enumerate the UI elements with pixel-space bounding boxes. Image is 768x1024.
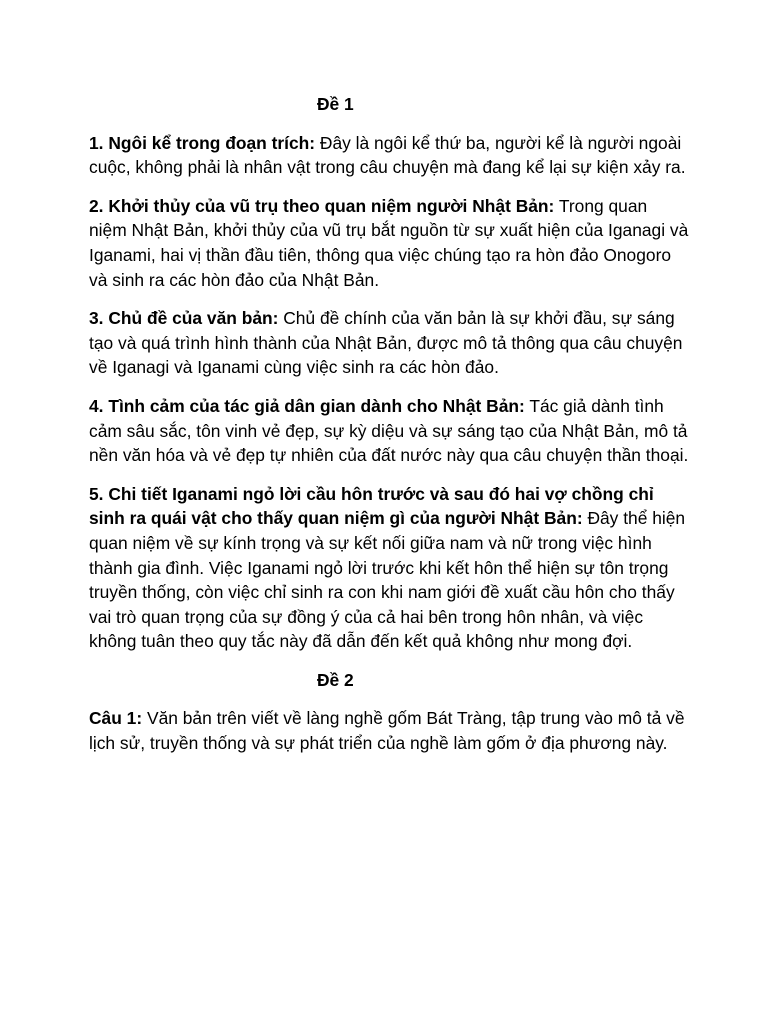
answer-label: 4. Tình cảm của tác giả dân gian dành cho Nhật Bản:: [89, 395, 525, 416]
answer-item-5: [89, 482, 689, 654]
answer-label: Câu 1:: [89, 708, 143, 729]
answer-text: Tác giả dành tình cảm sâu sắc, tôn vinh vẻ đẹp, sự kỳ diệu và sự sáng tạo của Nhật Bản, mô tả nền văn hóa và vẻ đẹp tự nhiên của đất nước này qua câu chuyện thần thoại.: [89, 395, 689, 466]
answer-item-cau-1: [89, 706, 689, 755]
answer-text: Chủ đề chính của văn bản là sự khởi đầu, sự sáng tạo và quá trình hình thành của Nhật Bản, được mô tả thông qua câu chuyện về Iganagi và Iganami cùng việc sinh ra các hòn đảo.: [89, 308, 683, 378]
answer-label: 2. Khởi thủy của vũ trụ theo quan niệm người Nhật Bản:: [89, 195, 555, 216]
answer-label: 5. Chi tiết Iganami ngỏ lời cầu hôn trước và sau đó hai vợ chồng chỉ sinh ra quái vật cho thấy quan niệm gì của người Nhật Bản:: [89, 483, 654, 529]
answer-text: Đây là ngôi kể thứ ba, người kể là người ngoài cuộc, không phải là nhân vật trong câu chuyện mà đang kể lại sự kiện xảy ra.: [89, 132, 686, 178]
answer-item-1: [89, 131, 689, 180]
section-title-de-2: Đề 2: [317, 669, 354, 690]
answer-item-4: [89, 394, 689, 468]
answer-text: Đây thể hiện quan niệm về sự kính trọng và sự kết nối giữa nam và nữ trong việc hình thành gia đình. Việc Iganami ngỏ lời trước khi kết hôn thể hiện sự tôn trọng truyền thống, còn việc chỉ sinh ra con khi nam giới đề xuất cầu hôn cho thấy vai trò quan trọng của sự đồng ý của cả hai bên trong hôn nhân, và việc không tuân theo quy tắc này đã dẫn đến kết quả không như mong đợi.: [89, 508, 686, 652]
section-title-de-1: Đề 1: [317, 94, 354, 114]
answer-label: 3. Chủ đề của văn bản:: [89, 308, 279, 329]
document-page: [89, 92, 689, 770]
answer-label: 1. Ngôi kể trong đoạn trích:: [89, 132, 316, 153]
answer-text: Văn bản trên viết về làng nghề gốm Bát Tràng, tập trung vào mô tả về lịch sử, truyền thống và sự phát triển của nghề làm gốm ở địa phương này.: [89, 708, 685, 754]
answer-text: Trong quan niệm Nhật Bản, khởi thủy của vũ trụ bắt nguồn từ sự xuất hiện của Iganagi và Iganami, hai vị thần đầu tiên, thông qua việc chúng tạo ra hòn đảo Onogoro và sinh ra các hòn đảo của Nhật Bản.: [89, 195, 689, 290]
answer-item-3: [89, 306, 689, 380]
answer-item-2: [89, 194, 689, 292]
